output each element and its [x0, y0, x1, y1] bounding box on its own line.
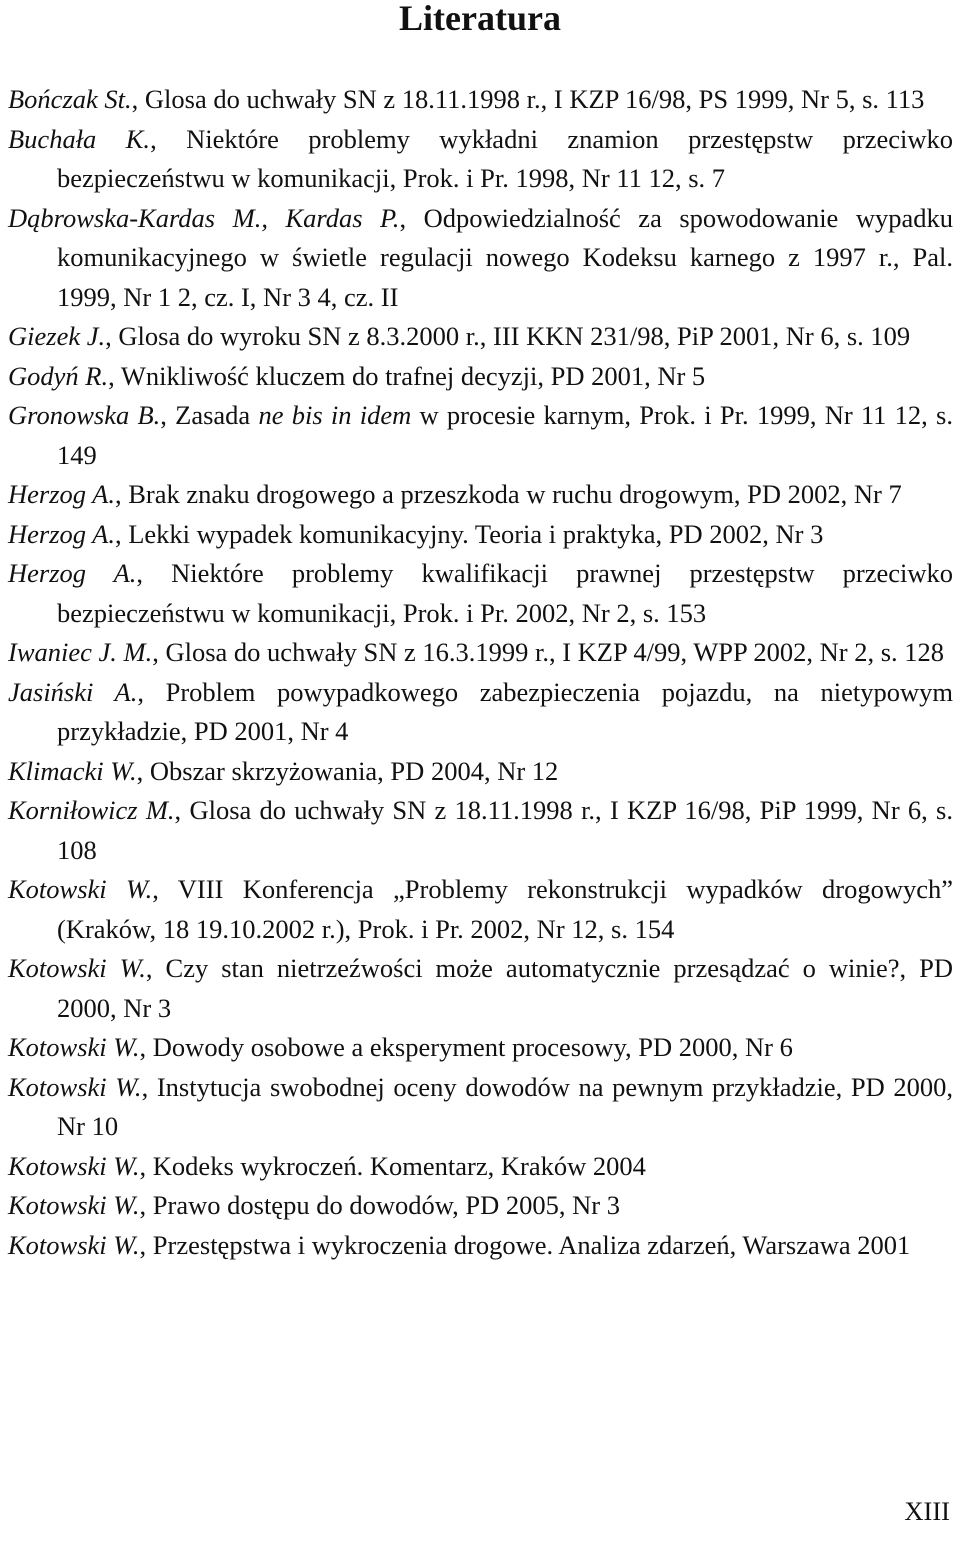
bibliography-entry — [8, 1147, 953, 1187]
bibliography-entry — [8, 752, 953, 792]
entry-author: Herzog A. — [8, 518, 115, 549]
entry-author: Kotowski W. — [8, 874, 153, 904]
entry-text-after: w procesie karnym, Prok. i Pr. 1999, Nr 11 12, s. 149 — [57, 400, 953, 470]
bibliography-entry — [8, 357, 953, 397]
entry-text: , Glosa do uchwały SN z 18.11.1998 r., I KZP 16/98, PiP 1999, Nr 6, s. 108 — [57, 795, 953, 865]
bibliography-entry — [8, 554, 953, 633]
entry-text: , Niektóre problemy wykładni znamion przestępstw przeciwko bezpieczeństwu w komunikacji, Prok. i Pr. 1998, Nr 11 12, s. 7 — [57, 123, 953, 193]
bibliography-entry — [8, 80, 953, 120]
entry-author: Kotowski W. — [8, 1150, 140, 1181]
entry-author: Kotowski W. — [8, 1190, 140, 1220]
bibliography-entry — [8, 791, 953, 870]
entry-author: Herzog A. — [8, 479, 115, 509]
entry-author: Kotowski W. — [8, 953, 146, 983]
entry-author: Giezek J. — [8, 321, 106, 351]
entry-author: Godyń R. — [8, 360, 109, 391]
entry-author: Herzog A. — [8, 558, 137, 588]
bibliography-entry — [8, 673, 953, 752]
entry-text: , Glosa do uchwały SN z 18.11.1998 r., I KZP 16/98, PS 1999, Nr 5, s. 113 — [131, 84, 925, 114]
entry-author: Iwaniec J. M. — [8, 637, 153, 667]
entry-text: , Wnikliwość kluczem do trafnej decyzji, PD 2001, Nr 5 — [108, 360, 706, 391]
entry-author: Klimacki W. — [8, 755, 137, 786]
entry-text: , Przestępstwa i wykroczenia drogowe. Analiza zdarzeń, Warszawa 2001 — [139, 1229, 911, 1260]
entry-author: Kotowski W. — [8, 1229, 140, 1260]
bibliography-entry — [8, 1226, 953, 1266]
entry-text: , Glosa do uchwały SN z 16.3.1999 r., I KZP 4/99, WPP 2002, Nr 2, s. 128 — [152, 637, 945, 667]
entry-text-italic: ne bis in idem — [258, 400, 412, 430]
bibliography-entry — [8, 1028, 953, 1068]
entry-text: , Czy stan nietrzeźwości może automatycznie przesądzać o winie?, PD 2000, Nr 3 — [57, 953, 954, 1023]
entry-text-before: , Zasada — [160, 400, 259, 430]
bibliography-entry — [8, 317, 953, 357]
entry-text: , Dowody osobowe a eksperyment procesowy, PD 2000, Nr 6 — [139, 1032, 793, 1062]
entry-text: , Glosa do wyroku SN z 8.3.2000 r., III KKN 231/98, PiP 2001, Nr 6, s. 109 — [105, 321, 911, 351]
bibliography-entry — [8, 1068, 953, 1147]
entry-text: , Odpowiedzialność za spowodowanie wypadku komunikacyjnego w świetle regulacji nowego Kodeksu karnego z 1997 r., Pal. 1999, Nr 1 2, cz. I, Nr 3 4, cz. II — [57, 202, 953, 312]
entry-author: Bończak St. — [8, 84, 132, 114]
bibliography-entry — [8, 949, 953, 1028]
entry-text: , Obszar skrzyżowania, PD 2004, Nr 12 — [136, 755, 559, 786]
bibliography-entry — [8, 870, 953, 949]
bibliography-list — [8, 80, 953, 1265]
page-title: Literatura — [399, 0, 561, 38]
bibliography-entry — [8, 1186, 953, 1226]
entry-text: , Problem powypadkowego zabezpieczenia pojazdu, na nietypowym przykładzie, PD 2001, Nr 4 — [57, 676, 953, 746]
entry-author: Korniłowicz M. — [8, 795, 175, 825]
bibliography-entry — [8, 475, 953, 515]
entry-text: , Kodeks wykroczeń. Komentarz, Kraków 2004 — [139, 1150, 646, 1181]
entry-text: , Brak znaku drogowego a przeszkoda w ruchu drogowym, PD 2002, Nr 7 — [114, 479, 902, 509]
entry-author: Dąbrowska-Kardas M., Kardas P. — [8, 202, 400, 233]
bibliography-entry — [8, 199, 953, 318]
entry-text: , Prawo dostępu do dowodów, PD 2005, Nr 3 — [139, 1190, 620, 1220]
entry-text: , Lekki wypadek komunikacyjny. Teoria i praktyka, PD 2002, Nr 3 — [114, 518, 824, 549]
bibliography-entry — [8, 515, 953, 555]
entry-text: , VIII Konferencja „Problemy rekonstrukcji wypadków drogowych” (Kraków, 18 19.10.2002 r.), Prok. i Pr. 2002, Nr 12, s. 154 — [57, 874, 953, 944]
entry-author: Jasiński A. — [8, 676, 138, 707]
bibliography-entry — [8, 120, 953, 199]
bibliography-entry — [8, 396, 953, 475]
entry-author: Buchała K. — [8, 123, 151, 154]
entry-text: , Instytucja swobodnej oceny dowodów na pewnym przykładzie, PD 2000, Nr 10 — [57, 1071, 954, 1141]
page-number: XIII — [904, 1496, 950, 1526]
entry-author: Kotowski W. — [8, 1032, 140, 1062]
entry-author: Kotowski W. — [8, 1071, 142, 1102]
entry-author: Gronowska B. — [8, 400, 161, 430]
entry-text: , Niektóre problemy kwalifikacji prawnej przestępstw przeciwko bezpieczeństwu w komunikacji, Prok. i Pr. 2002, Nr 2, s. 153 — [57, 558, 953, 628]
bibliography-entry — [8, 633, 953, 673]
